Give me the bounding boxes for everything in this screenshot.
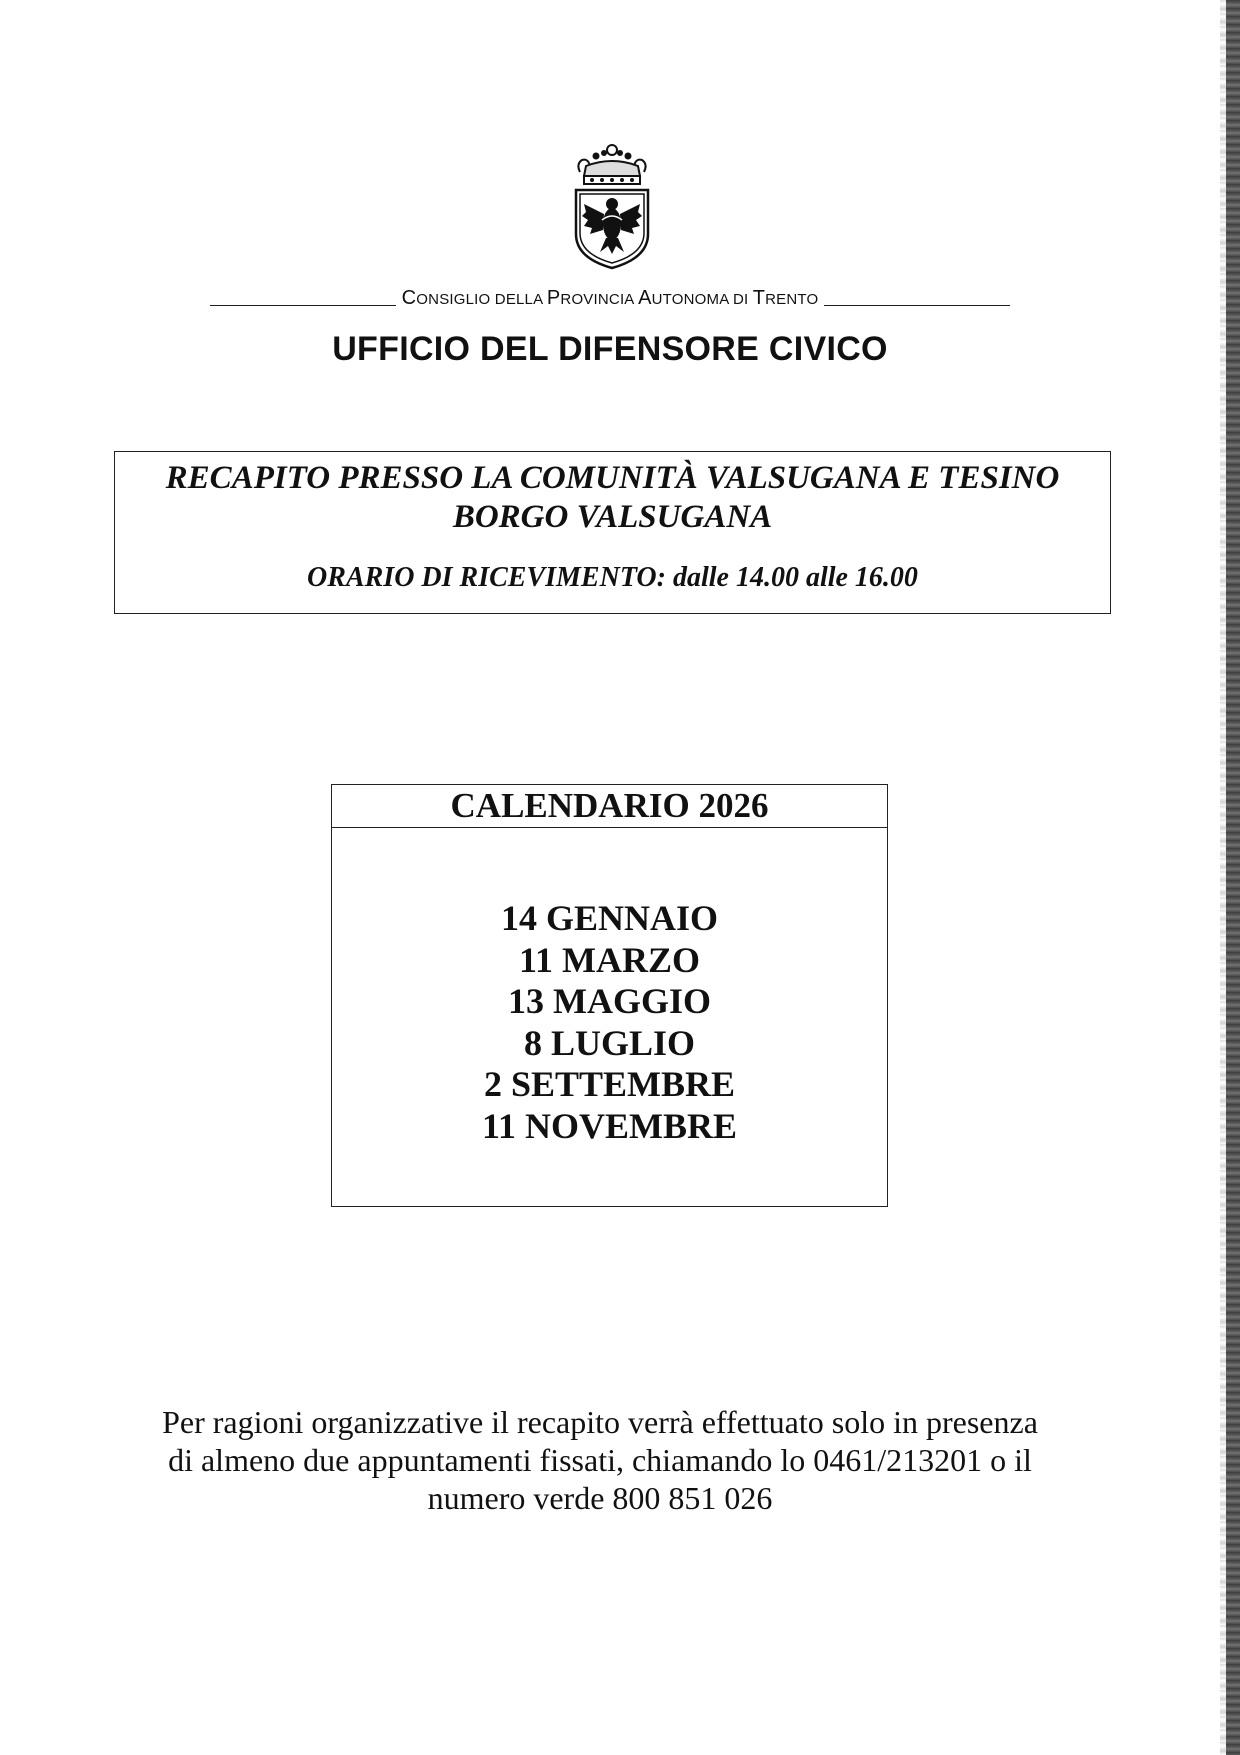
calendar-title: CALENDARIO 2026: [332, 785, 887, 828]
recapito-box: [114, 451, 1111, 614]
notice-line: di almeno due appuntamenti fissati, chiamando lo 0461/213201 o il: [168, 1442, 1032, 1478]
coat-of-arms-emblem: [562, 142, 662, 270]
left-rule: [210, 305, 396, 306]
reception-hours: ORARIO DI RICEVIMENTO: dalle 14.00 alle 16.00: [307, 562, 918, 593]
calendar-date: 8 LUGLIO: [523, 1022, 696, 1063]
calendar-date: 14 GENNAIO: [500, 898, 719, 938]
calendar-date-list: [332, 898, 887, 1147]
recapito-town: BORGO VALSUGANA: [452, 499, 773, 535]
calendar-date: 11 MARZO: [518, 939, 700, 980]
calendar-date: 11 NOVEMBRE: [481, 1105, 738, 1146]
organization-line: [210, 282, 1010, 310]
office-title: UFFICIO DEL DIFENSORE CIVICO: [332, 330, 888, 368]
calendar-date: 2 SETTEMBRE: [483, 1064, 736, 1104]
right-rule: [824, 305, 1010, 306]
notice-line: Per ragioni organizzative il recapito verrà effettuato solo in presenza: [162, 1404, 1038, 1440]
appointment-notice: [100, 1403, 1100, 1517]
notice-line: numero verde 800 851 026: [427, 1480, 773, 1516]
calendar-date: 13 MAGGIO: [508, 981, 711, 1021]
organization-name: CONSIGLIO DELLA PROVINCIA AUTONOMA DI TRENTO: [401, 287, 819, 309]
scan-edge: [1226, 0, 1240, 1755]
calendar-box: [331, 784, 888, 1207]
recapito-location: RECAPITO PRESSO LA COMUNITÀ VALSUGANA E TESINO: [165, 460, 1060, 496]
